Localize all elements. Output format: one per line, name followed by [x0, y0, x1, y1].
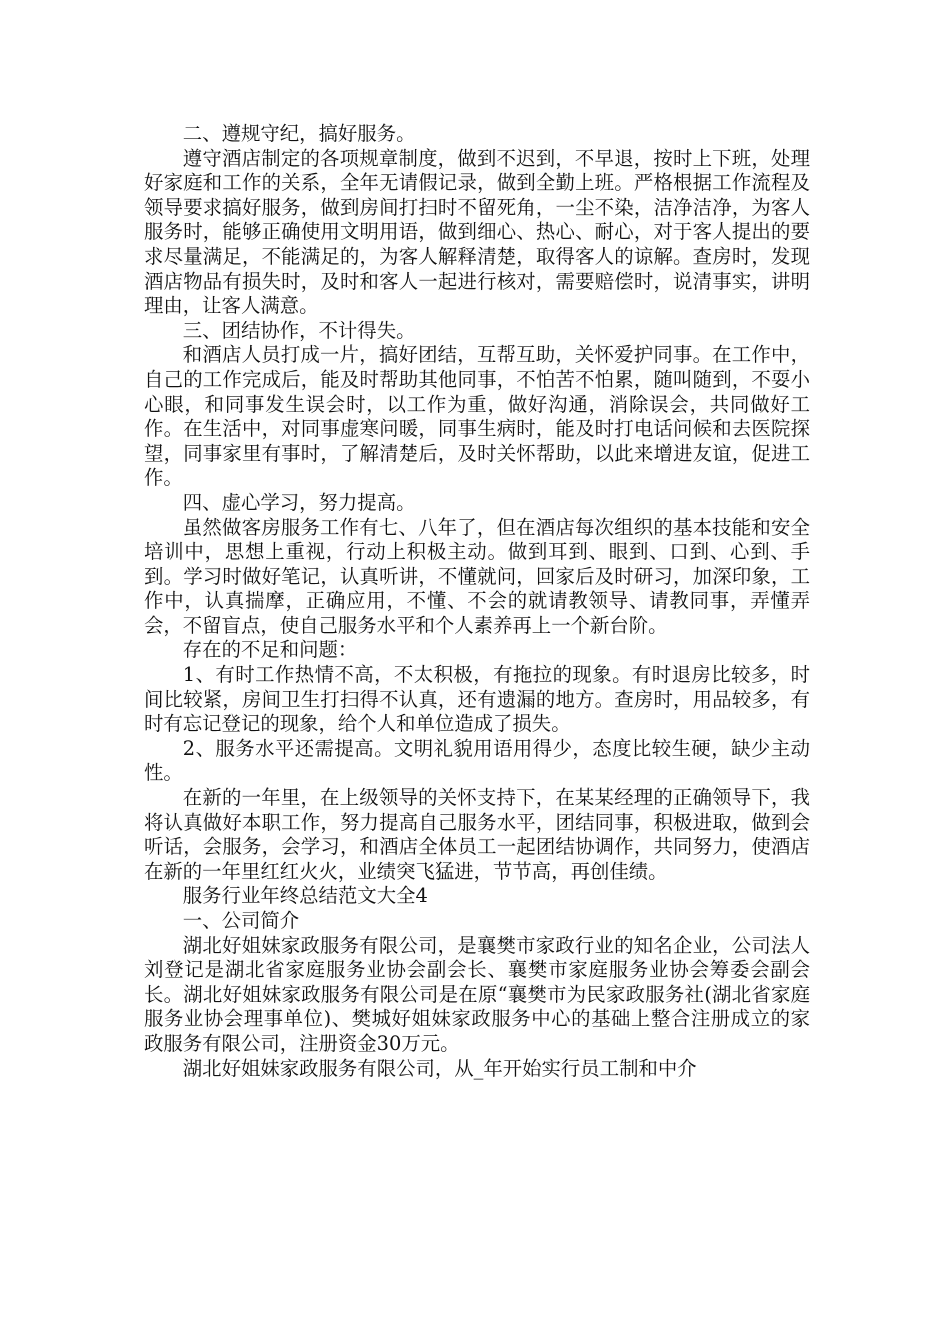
- section-heading-3: 三、团结协作，不计得失。: [182, 318, 416, 342]
- paragraph-company-history: 湖北好姐妹家政服务有限公司，从_年开始实行员工制和中介: [182, 1056, 697, 1080]
- paragraph-company-intro: 湖北好姐妹家政服务有限公司，是襄樊市家政行业的知名企业，公司法人刘登记是湖北省家庭服务业协会副会长、襄樊市家庭服务业协会筹委会副会长。湖北好姐妹家政服务有限公司是在原“襄樊市为民家政服务社(湖北省家庭服务业协会理事单位)、樊城好姐妹家政服务中心的基础上整合注册成立的家政服务有限公司，注册资金30万元。: [144, 933, 810, 1055]
- shortcoming-item-1: 1、有时工作热情不高，不太积极，有拖拉的现象。有时退房比较多，时间比较紧，房间卫生打扫得不认真，还有遗漏的地方。查房时，用品较多，有时有忘记登记的现象，给个人和单位造成了损失。: [144, 663, 810, 736]
- shortcoming-item-2: 2、服务水平还需提高。文明礼貌用语用得少，态度比较生硬，缺少主动性。: [144, 736, 810, 785]
- paragraph-discipline: 遵守酒店制定的各项规章制度，做到不迟到，不早退，按时上下班，处理好家庭和工作的关系，全年无请假记录，做到全勤上班。严格根据工作流程及领导要求搞好服务，做到房间打扫时不留死角，一尘不染，洁净洁净，为客人服务时，能够正确使用文明用语，做到细心、热心、耐心，对于客人提出的要求尽量满足，不能满足的，为客人解释清楚，取得客人的谅解。查房时，发现酒店物品有损失时，及时和客人一起进行核对，需要赔偿时，说清事实，讲明理由，让客人满意。: [144, 146, 810, 318]
- section-heading-4: 四、虚心学习，努力提高。: [182, 490, 416, 514]
- paragraph-learning: 虽然做客房服务工作有七、八年了，但在酒店每次组织的基本技能和安全培训中，思想上重视，行动上积极主动。做到耳到、眼到、口到、心到、手到。学习时做好笔记，认真听讲，不懂就问，回家后及时研习，加深印象，工作中，认真揣摩，正确应用，不懂、不会的就请教领导、请教同事，弄懂弄会，不留盲点，使自己服务水平和个人素养再上一个新台阶。: [144, 515, 810, 637]
- article-title-4: 服务行业年终总结范文大全4: [182, 884, 428, 908]
- paragraph-teamwork: 和酒店人员打成一片，搞好团结，互帮互助，关怀爱护同事。在工作中，自己的工作完成后，能及时帮助其他同事，不怕苦不怕累，随叫随到，不耍小心眼，和同事发生误会时，以工作为重，做好沟通，消除误会，共同做好工作。在生活中，对同事虚寒问暖，同事生病时，能及时打电话问候和去医院探望，同事家里有事时，了解清楚后，及时关怀帮助，以此来增进友谊，促进工作。: [144, 343, 810, 490]
- section-heading-2: 二、遵规守纪，搞好服务。: [182, 122, 416, 145]
- document-page: [144, 122, 810, 1081]
- paragraph-new-year: 在新的一年里，在上级领导的关怀支持下，在某某经理的正确领导下，我将认真做好本职工作，努力提高自己服务水平，团结同事，积极进取，做到会听话，会服务，会学习，和酒店全体员工一起团结协调作，共同努力，使酒店在新的一年里红红火火，业绩突飞猛进，节节高，再创佳绩。: [144, 786, 810, 883]
- section-heading-company: 一、公司简介: [182, 909, 300, 932]
- shortcomings-heading: 存在的不足和问题：: [182, 638, 358, 662]
